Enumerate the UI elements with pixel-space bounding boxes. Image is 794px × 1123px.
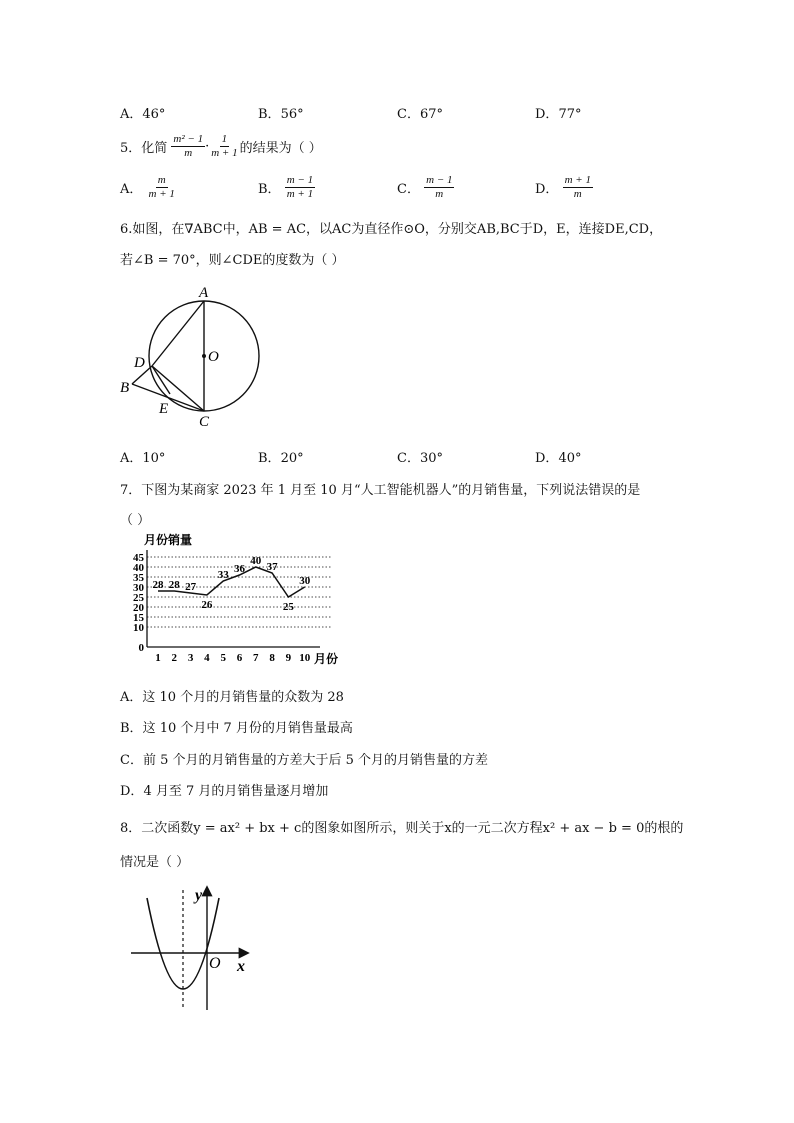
chart-y-tick-label: 20 [133, 602, 144, 614]
q5-option-a [120, 174, 177, 201]
fraction-numerator: m [157, 174, 166, 186]
chart-data-label: 40 [250, 555, 262, 567]
axis-label-x: x [237, 958, 245, 975]
chart-y-tick-label: 0 [138, 642, 144, 654]
sales-line-chart [120, 530, 350, 670]
q4-option-d [535, 103, 581, 122]
chart-series-line [158, 567, 305, 597]
label-e: E [159, 401, 169, 417]
chart-y-tick-label: 10 [133, 622, 144, 634]
center-point [202, 354, 206, 358]
option-fraction [285, 174, 315, 201]
option-text: 这 10 个月的月销售量的众数为 28 [142, 690, 344, 705]
chart-xlabel: 月份 [314, 652, 339, 666]
chart-y-tick-label: 15 [133, 612, 144, 624]
option-letter: B． [258, 107, 281, 122]
option-value: 30° [419, 451, 443, 466]
fraction-denominator: m + 1 [286, 188, 314, 200]
chart-y-tick-label: 25 [133, 592, 144, 604]
fraction-denominator: m [435, 188, 444, 200]
q7-option-c [120, 749, 488, 768]
chart-x-tick-label: 2 [171, 652, 178, 664]
option-letter: A． [120, 182, 143, 197]
q5-fraction-1 [171, 133, 205, 160]
option-value: 40° [558, 451, 582, 466]
chart-x-tick-label: 4 [204, 652, 210, 664]
q6-option-b [258, 447, 304, 466]
chart-y-tick-label: 45 [133, 552, 144, 564]
q5-option-b [258, 174, 315, 201]
origin-label: O [209, 955, 221, 972]
q7-option-a [120, 686, 344, 705]
fraction-numerator: m − 1 [426, 174, 453, 186]
fraction-denominator: m [573, 188, 582, 200]
label-c: C [199, 414, 210, 430]
q4-option-a [120, 103, 165, 122]
q7-question-line2: （ ） [120, 513, 151, 528]
chart-data-label: 36 [234, 563, 245, 575]
q6-question-line1: 6.如图，在∇ABC中，AB = AC，以AC为直径作⊙O，分别交AB,BC于D，E，连接DE,CD， [120, 222, 663, 237]
option-value: 67° [419, 107, 443, 122]
option-value: 10° [142, 451, 166, 466]
option-text: 前 5 个月的月销售量的方差大于后 5 个月的月销售量的方差 [142, 753, 489, 768]
chart-x-tick-label: 8 [269, 652, 275, 664]
segment-db [152, 301, 204, 366]
q5-question [120, 133, 322, 160]
option-letter: C． [397, 451, 420, 466]
chart-y-tick-label: 35 [133, 572, 144, 584]
option-letter: D． [535, 182, 559, 197]
option-fraction [563, 174, 593, 201]
chart-data-label: 28 [168, 579, 180, 591]
option-value: 46° [142, 107, 166, 122]
q6-option-a [120, 447, 165, 466]
fraction-numerator: 1 [221, 133, 228, 145]
chart-x-tick-label: 3 [187, 652, 194, 664]
q7-option-d [120, 780, 328, 799]
label-o: O [208, 349, 219, 365]
fraction-denominator: m [184, 147, 193, 159]
option-letter: B． [258, 451, 281, 466]
chart-data-label: 33 [217, 569, 229, 581]
q7-option-b [120, 717, 353, 736]
label-d: D [134, 355, 145, 371]
option-letter: D． [535, 107, 559, 122]
q8-parabola-figure [125, 880, 265, 1015]
option-fraction [424, 174, 454, 201]
label-a: A [199, 285, 209, 301]
chart-x-tick-label: 7 [253, 652, 259, 664]
chart-data-label: 26 [201, 599, 213, 611]
q7-question-line1: 7．下图为某商家 2023 年 1 月至 10 月“人工智能机器人”的月销售量，下列说法错误的是 [120, 483, 641, 498]
option-letter: D． [535, 451, 559, 466]
q5-option-c [397, 174, 454, 201]
chart-data-label: 30 [299, 575, 311, 587]
chart-x-tick-label: 5 [220, 652, 226, 664]
option-value: 77° [558, 107, 582, 122]
chart-x-tick-label: 10 [299, 652, 311, 664]
q5-fraction-2 [209, 133, 239, 160]
option-text: 这 10 个月中 7 月份的月销售量最高 [142, 721, 353, 736]
option-letter: C． [397, 182, 420, 197]
q6-option-c [397, 447, 443, 466]
option-text: 4 月至 7 月的月销售量逐月增加 [143, 784, 329, 799]
q8-question-line1: 8．二次函数y = ax² + bx + c的图象如图所示，则关于x的一元二次方程x² + ax − b = 0的根的 [120, 821, 684, 836]
chart-x-tick-label: 6 [236, 652, 243, 664]
chart-data-label: 28 [152, 579, 164, 591]
label-b: B [120, 380, 130, 396]
fraction-denominator: m + 1 [211, 147, 238, 159]
fraction-numerator: m + 1 [564, 174, 591, 186]
option-fraction [147, 174, 177, 201]
q6-question-line2: 若∠B = 70°，则∠CDE的度数为（ ） [120, 253, 345, 268]
chart-y-tick-label: 40 [133, 562, 144, 574]
chart-x-tick-label: 1 [155, 652, 161, 664]
q4-option-c [397, 103, 443, 122]
chart-data-label: 25 [282, 601, 294, 613]
option-letter: A． [120, 690, 143, 705]
option-value: 56° [280, 107, 304, 122]
fraction-denominator: m + 1 [148, 188, 175, 200]
q6-option-d [535, 447, 581, 466]
multiply-dot: · [205, 139, 210, 154]
q4-option-b [258, 103, 304, 122]
option-letter: C． [120, 753, 143, 768]
chart-y-tick-label: 30 [133, 582, 144, 594]
axis-label-y: y [195, 887, 203, 904]
option-value: 20° [280, 451, 304, 466]
chart-ylabel: 月份销量 [144, 533, 193, 547]
q6-figure [110, 280, 280, 430]
q5-prefix: 5．化简 [120, 141, 168, 156]
option-letter: D． [120, 784, 144, 799]
option-letter: A． [120, 451, 143, 466]
q5-option-d [535, 174, 593, 201]
chart-x-tick-label: 9 [285, 652, 292, 664]
option-letter: B． [120, 721, 143, 736]
chart-data-label: 37 [266, 561, 278, 573]
option-letter: B． [258, 182, 281, 197]
fraction-numerator: m² − 1 [173, 133, 204, 145]
fraction-numerator: m − 1 [286, 174, 314, 186]
q8-question-line2: 情况是（ ） [120, 855, 190, 870]
chart-data-label: 27 [185, 581, 197, 593]
q5-suffix: 的结果为（ ） [239, 141, 322, 156]
option-letter: C． [397, 107, 420, 122]
option-letter: A． [120, 107, 143, 122]
